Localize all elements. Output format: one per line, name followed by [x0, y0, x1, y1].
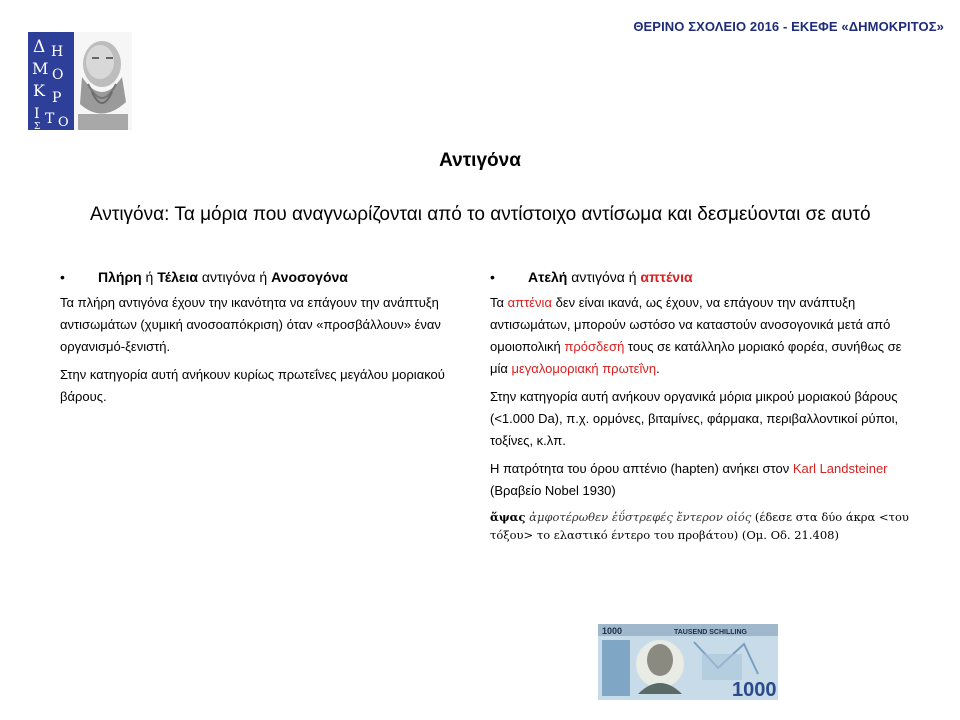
haptens-category: Στην κατηγορία αυτή ανήκουν οργανικά μόρια μικρού μοριακού βάρους (<1.000 Da), π.χ. ορμόνες, βιταμίνες, φάρμακα, περιβαλλοντικοί ρύποι, τοξίνες, κ.λπ.: [490, 389, 899, 448]
svg-text:Δ: Δ: [33, 37, 46, 57]
banknote-top-right: TAUSEND SCHILLING: [674, 629, 747, 636]
svg-text:Η: Η: [51, 44, 64, 60]
bullet-icon: •: [490, 269, 495, 285]
haptens-heading: • Ατελή αντιγόνα ή απτένια: [490, 266, 910, 288]
complete-antigens-category: Στην κατηγορία αυτή ανήκουν κυρίως πρωτεΐνες μεγάλου μοριακού βάρους.: [60, 367, 445, 404]
intro-definition: Αντιγόνα: Τα μόρια που αναγνωρίζονται από το αντίστοιχο αντίσωμα και δεσμεύονται σε αυτό: [90, 204, 871, 225]
header-title: ΘΕΡΙΝΟ ΣΧΟΛΕΙΟ 2016 - ΕΚΕΦΕ «ΔΗΜΟΚΡΙΤΟΣ»: [633, 19, 944, 34]
logo-blue-panel: [28, 32, 74, 130]
svg-text:Σ: Σ: [34, 122, 41, 130]
bust-image: [74, 32, 132, 130]
slide-title: Αντιγόνα: [439, 150, 521, 171]
banknote-top-left: 1000: [602, 626, 623, 636]
svg-text:Τ: Τ: [45, 111, 55, 127]
banknote-image: [598, 624, 778, 700]
bullet-icon: •: [60, 269, 65, 285]
hapten-origin: Η πατρότητα του όρου απτένιο (hapten) ανήκει στον Karl Landsteiner (Βραβείο Nobel 1930): [490, 461, 888, 498]
banknote-value: 1000: [732, 679, 777, 700]
complete-antigens-heading: • Πλήρη ή Τέλεια αντιγόνα ή Ανοσογόνα: [60, 266, 470, 288]
svg-text:Ρ: Ρ: [52, 90, 62, 106]
left-column: [60, 266, 470, 414]
svg-text:Ο: Ο: [52, 67, 64, 83]
svg-text:Κ: Κ: [33, 81, 45, 100]
svg-text:Μ: Μ: [32, 59, 49, 78]
svg-text:Ο: Ο: [58, 115, 69, 130]
demokritos-logo: [28, 32, 132, 130]
logo-letters: [28, 32, 74, 130]
haptens-text: Τα απτένια δεν είναι ικανά, ως έχουν, να επάγουν την ανάπτυξη αντισωμάτων, μπορούν ωστόσο να καταστούν ανοσογονικά μετά από ομοιοπολική πρόσδεσή τους σε κατάλληλο μοριακό φορέα, συνήθως σε μία μεγαλομοριακή πρωτεΐνη.: [490, 295, 902, 376]
homer-quote: ἅψας ἀμφοτέρωθεν ἐΰστρεφές ἔντερον οἰός (έδεσε στα δύο άκρα <του τόξου> το ελαστικό έντερο του προβάτου) (Ομ. Οδ. 21.408): [490, 510, 909, 542]
right-column: [490, 266, 910, 550]
svg-text:Ι: Ι: [34, 106, 40, 122]
complete-antigens-text: Τα πλήρη αντιγόνα έχουν την ικανότητα να επάγουν την ανάπτυξη αντισωμάτων (χυμική ανοσοαπόκριση) όταν «προσβάλλουν» έναν οργανισμό-ξενιστή.: [60, 295, 441, 354]
